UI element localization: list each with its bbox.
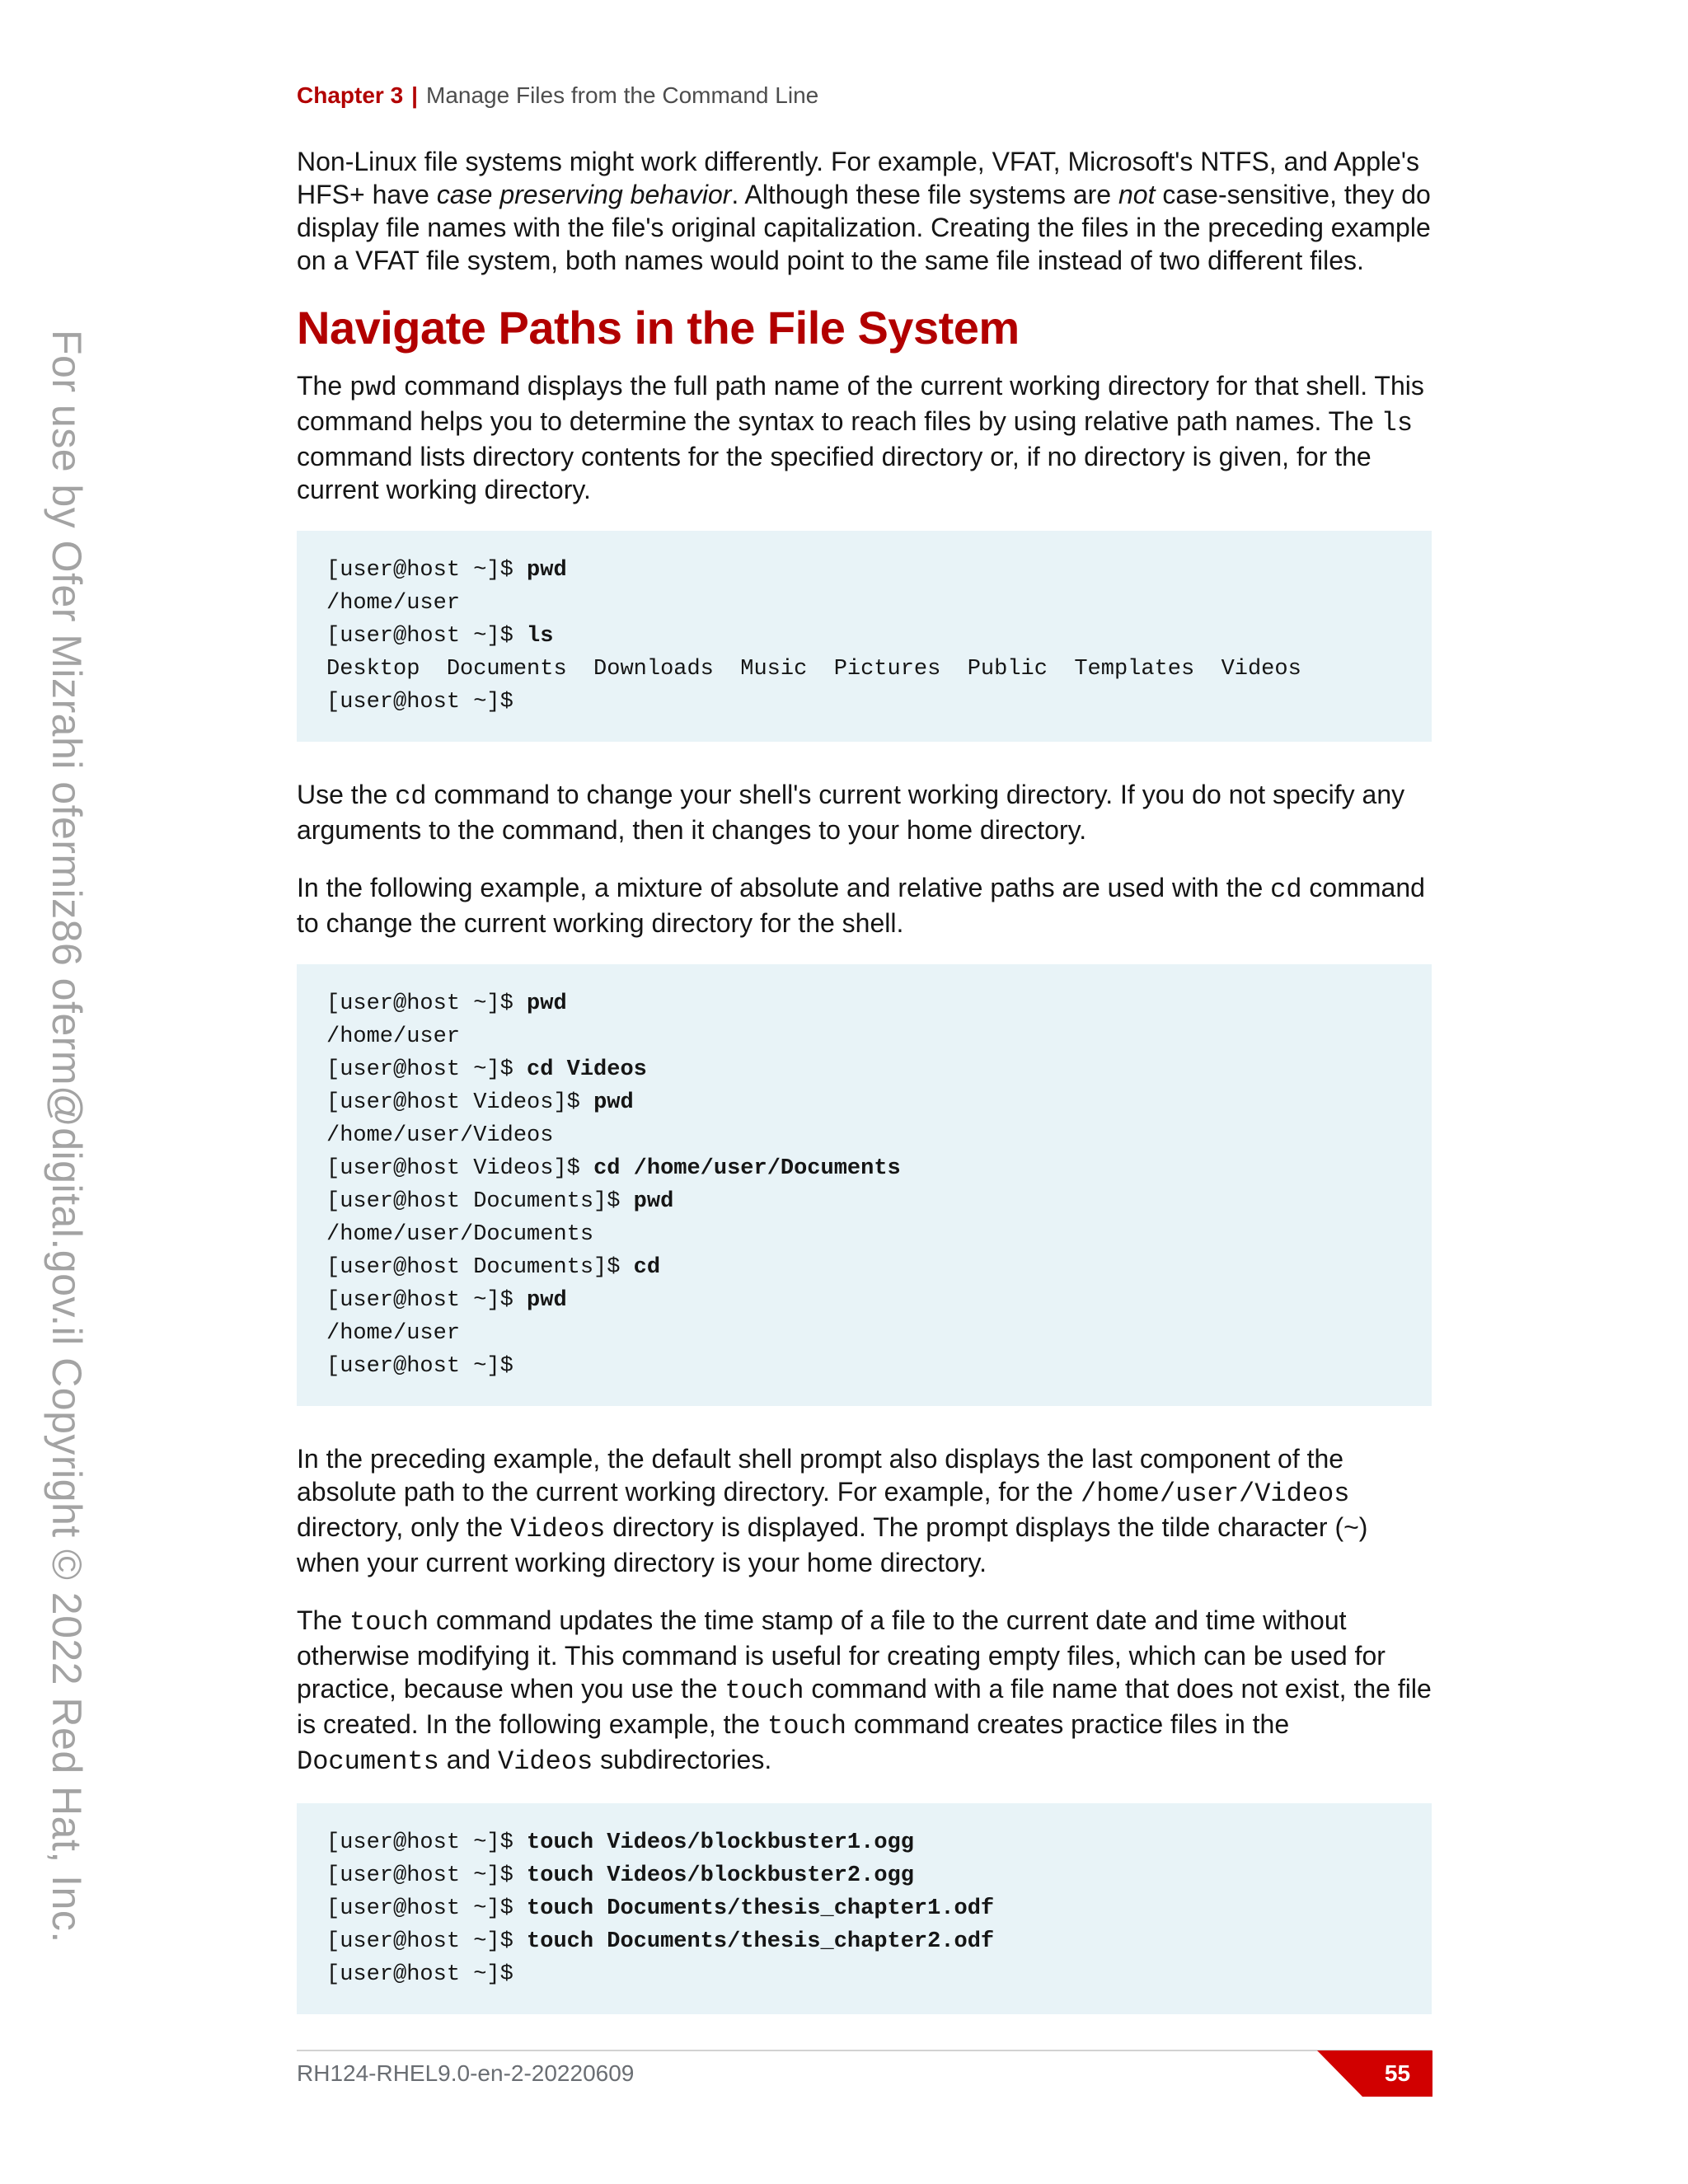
code-command: pwd [527,991,567,1016]
inline-code: cd [1270,874,1302,905]
text: command updates the time stamp of a file to the current date and time without otherwise modifying it. This command is useful for creating empty files, which can be used for practice, because when you use the [297,1605,1386,1704]
code-line [326,587,1402,620]
text: command to change the current working directory for the shell. [297,873,1425,938]
code-command: pwd [633,1189,674,1214]
code-line [326,1185,1402,1218]
emphasis: case preserving behavior [436,180,732,209]
code-prompt: [user@host ~]$ [326,991,528,1016]
prompt-paragraph [297,1442,1432,1579]
code-line [326,1251,1402,1284]
inline-code: pwd [349,373,397,403]
code-prompt: [user@host ~]$ [326,624,528,649]
inline-code: cd [395,781,427,812]
code-block-touch [297,1803,1432,2014]
text: subdirectories. [593,1745,772,1774]
inline-code: Videos [498,1746,593,1777]
text: command creates practice files in the [846,1709,1290,1739]
text: command with a file name that does not exist, the file is created. In the following example, the [297,1674,1432,1739]
intro-paragraph [297,145,1432,277]
code-line [326,1859,1402,1892]
code-line [326,1086,1402,1119]
code-prompt: [user@host ~]$ [326,1830,528,1855]
code-prompt: /home/user/Videos [326,1123,554,1148]
code-prompt: [user@host ~]$ [326,1962,513,1987]
text: In the following example, a mixture of absolute and relative paths are used with the [297,873,1271,902]
code-prompt: [user@host Documents]$ [326,1189,634,1214]
code-command: touch Videos/blockbuster1.ogg [527,1830,914,1855]
inline-code: Videos [510,1514,606,1544]
code-command: touch Documents/thesis_chapter1.odf [527,1896,995,1921]
inline-code: ls [1381,408,1414,438]
text: command lists directory contents for the specified directory or, if no directory is given, for the current working directory. [297,442,1372,504]
page-content [297,145,1432,2050]
chapter-label: Chapter 3 [297,82,404,108]
code-prompt: [user@host ~]$ [326,1929,528,1954]
inline-code: Documents [297,1746,439,1777]
code-prompt: [user@host Documents]$ [326,1255,634,1280]
inline-code: touch [767,1711,846,1741]
text: directory is displayed. The prompt displays the tilde character (~) when your current working directory is your home directory. [297,1512,1368,1577]
code-prompt: [user@host ~]$ [326,1896,528,1921]
cd-paragraph [297,778,1432,846]
running-header [297,82,818,109]
text: In the preceding example, the default shell prompt also displays the last component of the absolute path to the current working directory. For example, for the [297,1444,1344,1507]
code-block-pwd-ls [297,531,1432,742]
text: directory, only the [297,1512,511,1542]
emphasis: not [1118,180,1156,209]
code-command: ls [527,624,554,649]
footer-divider [297,2050,1432,2051]
touch-paragraph [297,1604,1432,1779]
code-prompt: [user@host ~]$ [326,690,513,715]
text: command to change your shell's current working directory. If you do not specify any arguments to the command, then it changes to your home directory. [297,780,1405,845]
text: Use the [297,780,396,809]
code-line [326,1317,1402,1350]
code-command: touch Documents/thesis_chapter2.odf [527,1929,995,1954]
inline-code: touch [724,1675,804,1706]
code-command: pwd [527,1288,567,1313]
code-prompt: /home/user/Documents [326,1222,594,1247]
code-prompt: [user@host ~]$ [326,1057,528,1082]
code-line [326,1284,1402,1317]
code-line [326,653,1402,686]
text: The [297,371,350,401]
chapter-title: Manage Files from the Command Line [426,82,819,108]
code-command: pwd [593,1090,634,1115]
inline-code: /home/user/Videos [1080,1479,1350,1509]
copyright-watermark: For use by Ofer Mizrahi ofermiz86 oferm@digital.gov.il Copyright © 2022 Red Hat, Inc. [44,330,90,1943]
page-number: 55 [1384,2060,1411,2086]
code-command: cd /home/user/Documents [593,1156,901,1181]
text: case-sensitive, they do display file names with the file's original capitalization. Creating the files in the preceding example on a VFAT file system, both names would point to the same file instead of two different files. [297,180,1431,275]
section-heading: Navigate Paths in the File System [297,302,1020,354]
code-prompt: /home/user [326,1024,461,1049]
document-id: RH124-RHEL9.0-en-2-20220609 [297,2060,635,2086]
code-line [326,1218,1402,1251]
text: Non-Linux file systems might work differently. For example, VFAT, Microsoft's NTFS, and Apple's HFS+ have [297,147,1420,209]
code-prompt: [user@host ~]$ [326,1288,528,1313]
code-prompt: Desktop Documents Downloads Music Pictures Public Templates Videos [326,657,1301,682]
code-prompt: [user@host ~]$ [326,1354,513,1379]
code-command: pwd [527,558,567,583]
text: and [438,1745,498,1774]
header-separator: | [411,82,418,108]
code-line [326,987,1402,1020]
code-line [326,620,1402,653]
code-line [326,1152,1402,1185]
code-line [326,554,1402,587]
code-prompt: /home/user [326,591,461,616]
code-line [326,1350,1402,1383]
code-command: touch Videos/blockbuster2.ogg [527,1863,914,1888]
code-line [326,686,1402,719]
code-prompt: [user@host ~]$ [326,1863,528,1888]
code-line [326,1826,1402,1859]
cd-example-paragraph [297,871,1432,940]
code-line [326,1020,1402,1053]
text: . Although these file systems are [731,180,1118,209]
pwd-ls-paragraph [297,369,1432,506]
code-prompt: [user@host ~]$ [326,558,528,583]
code-line [326,1925,1402,1958]
inline-code: touch [349,1607,429,1638]
text: command displays the full path name of the current working directory for that shell. This command helps you to determine the syntax to reach files by using relative path names. The [297,371,1424,436]
code-line [326,1892,1402,1925]
code-command: cd Videos [527,1057,647,1082]
code-line [326,1053,1402,1086]
code-block-cd [297,964,1432,1406]
code-prompt: /home/user [326,1321,461,1346]
code-line [326,1119,1402,1152]
code-line [326,1958,1402,1991]
code-command: cd [633,1255,661,1280]
text: The [297,1605,350,1635]
code-prompt: [user@host Videos]$ [326,1156,594,1181]
code-prompt: [user@host Videos]$ [326,1090,594,1115]
